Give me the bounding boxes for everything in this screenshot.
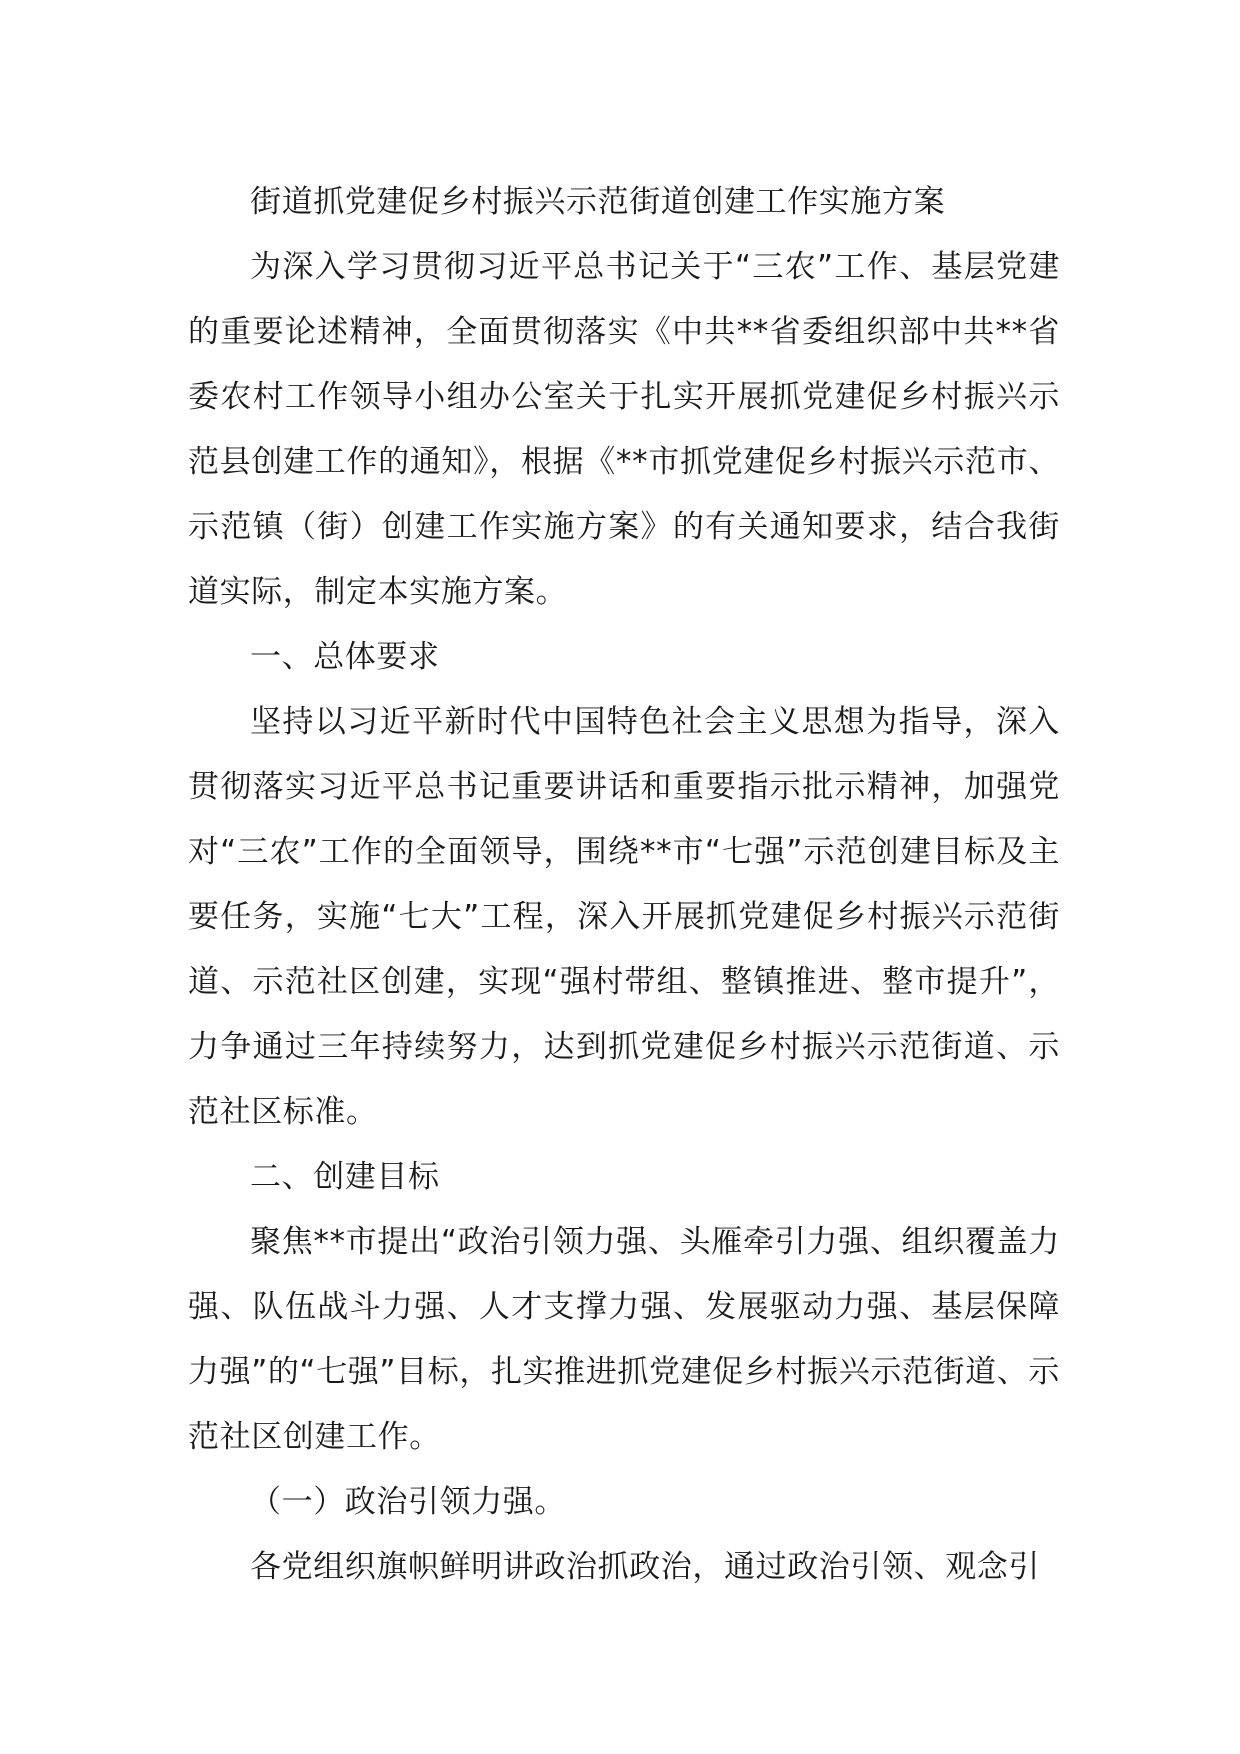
document-title: 街道抓党建促乡村振兴示范街道创建工作实施方案: [250, 184, 946, 220]
paragraph-intro: 为深入学习贯彻习近平总书记关于“三农”工作、基层党建的重要论述精神，全面贯彻落实《中共**省委组织部中共**省委农村工作领导小组办公室关于扎实开展抓党建促乡村振兴示范县创建工作的通知》，根据《**市抓党建促乡村振兴示范市、示范镇（街）创建工作实施方案》的有关通知要求，结合我街道实际，制定本实施方案。: [188, 249, 1060, 610]
document-body: [188, 170, 1060, 1600]
paragraph-political-leadership: 各党组织旗帜鲜明讲政治抓政治，通过政治引领、观念引: [250, 1549, 1040, 1585]
paragraph-goals: 聚焦**市提出“政治引领力强、头雁牵引力强、组织覆盖力强、队伍战斗力强、人才支撑力强、发展驱动力强、基层保障力强”的“七强”目标，扎实推进抓党建促乡村振兴示范街道、示范社区创建工作。: [188, 1224, 1060, 1455]
heading-overall-requirements: 一、总体要求: [250, 639, 440, 675]
paragraph-overall-requirements: 坚持以习近平新时代中国特色社会主义思想为指导，深入贯彻落实习近平总书记重要讲话和重要指示批示精神，加强党对“三农”工作的全面领导，围绕**市“七强”示范创建目标及主要任务，实施“七大”工程，深入开展抓党建促乡村振兴示范街道、示范社区创建，实现“强村带组、整镇推进、整市提升”，力争通过三年持续努力，达到抓党建促乡村振兴示范街道、示范社区标准。: [188, 704, 1060, 1130]
heading-goals: 二、创建目标: [250, 1159, 440, 1195]
subheading-political-leadership: （一）政治引领力强。: [250, 1484, 566, 1520]
